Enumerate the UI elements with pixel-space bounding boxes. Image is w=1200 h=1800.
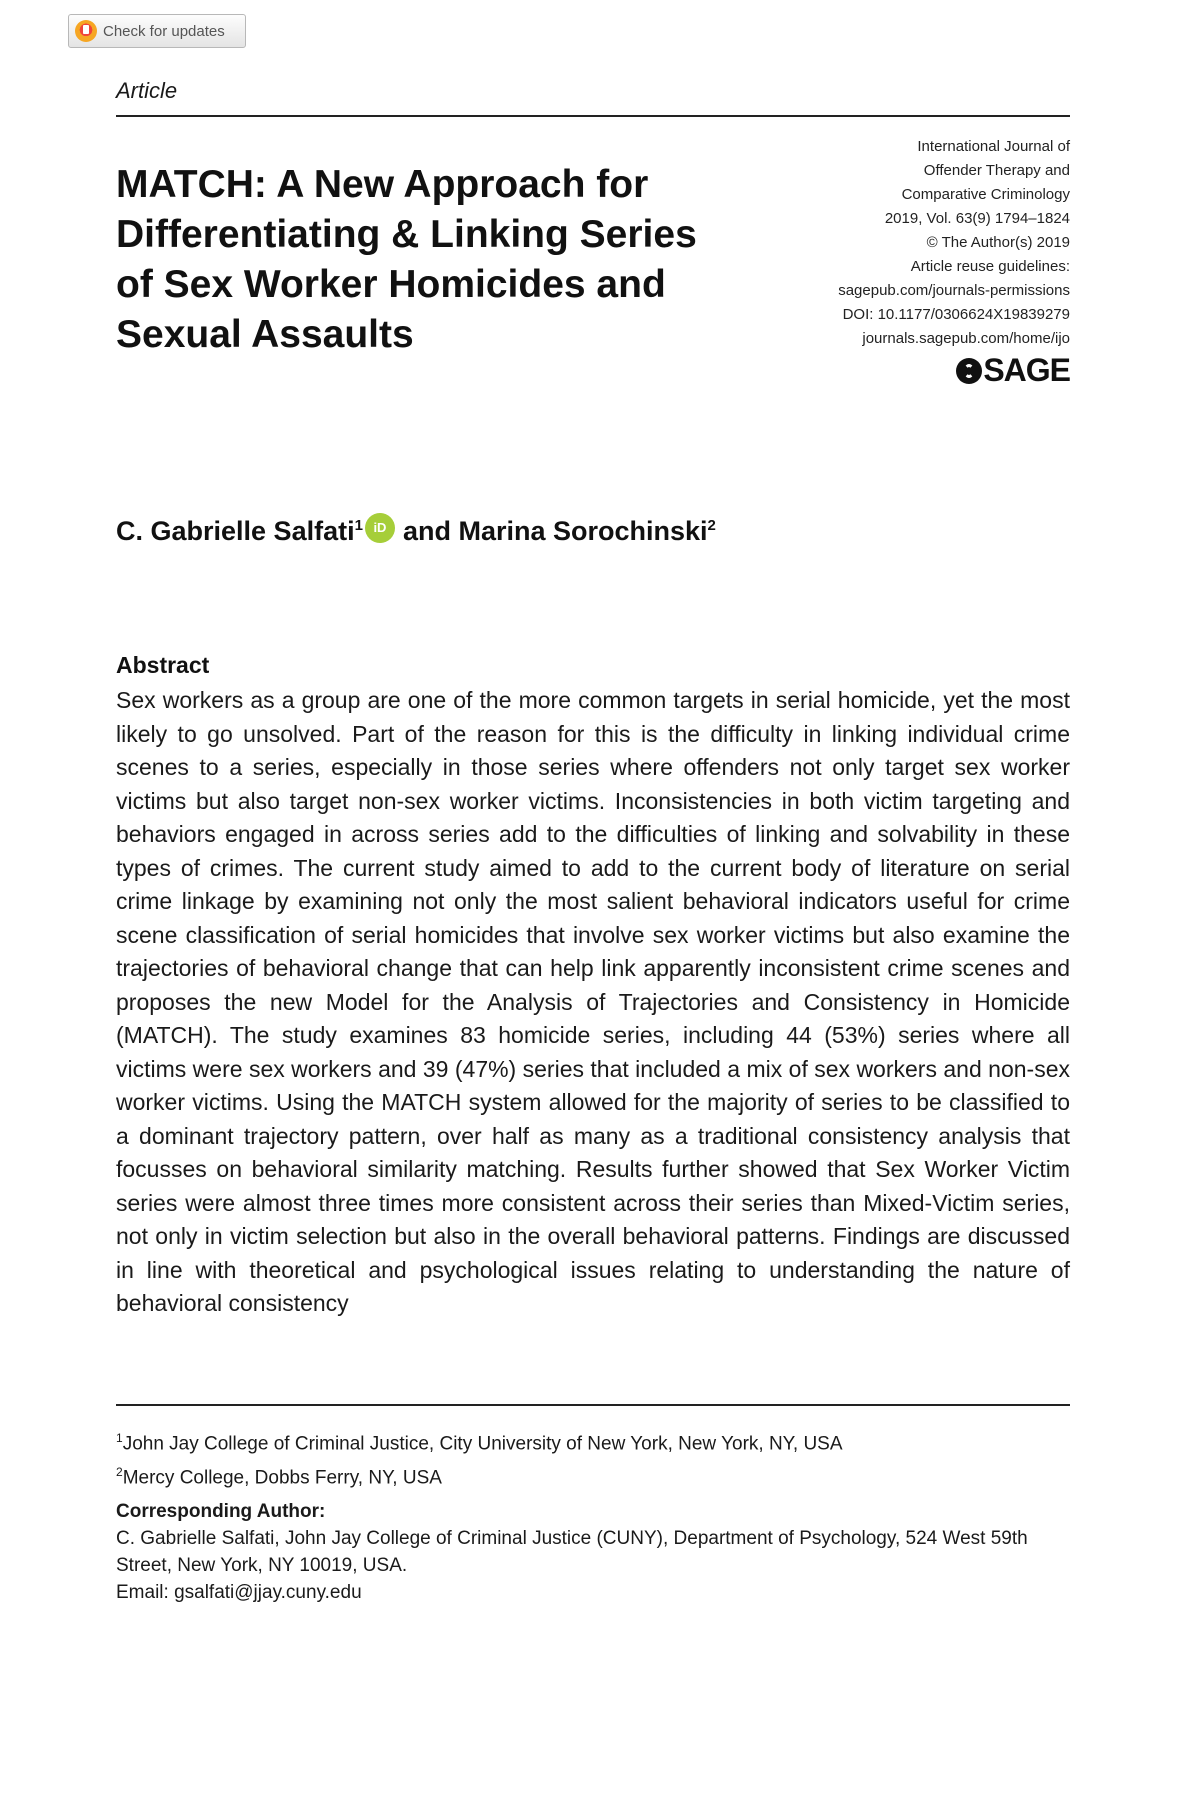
journal-info — [770, 135, 1070, 351]
check-for-updates-button[interactable] — [68, 14, 246, 48]
journal-name-line-2: Offender Therapy and — [923, 162, 1070, 179]
corresponding-author-address: C. Gabrielle Salfati, John Jay College of Criminal Justice (CUNY), Department of Psychology, 524 West 59th Street, New York, NY 10019, USA. — [116, 1528, 1028, 1576]
journal-name-line-1: International Journal of — [917, 138, 1070, 155]
article-title: MATCH: A New Approach for Differentiating & Linking Series of Sex Worker Homicides and Sexual Assaults — [116, 163, 697, 356]
permissions-link[interactable]: sagepub.com/journals-permissions — [838, 282, 1070, 299]
sage-mark-icon — [956, 358, 982, 384]
abstract-heading: Abstract — [116, 652, 210, 678]
article-type-label: Article — [116, 78, 178, 103]
affiliation-1-text: John Jay College of Criminal Justice, City University of New York, New York, NY, USA — [122, 1433, 843, 1455]
corresponding-author — [116, 1498, 1070, 1606]
sage-logo-text: SAGE — [983, 352, 1070, 388]
doi-link[interactable]: DOI: 10.1177/0306624X19839279 — [842, 306, 1070, 323]
affiliation-2-mark: 2 — [116, 1465, 123, 1480]
abstract-text: Sex workers as a group are one of the more common targets in serial homicide, yet the most likely to go unsolved. Part of the reason for this is the difficulty in linking individual crime scenes to a series, especially in those series where offenders not only target sex worker victims but also target non-sex worker victims. Inconsistencies in both victim targeting and behaviors engaged in across series add to the difficulties of linking and solvability in these types of crimes. The current study aimed to add to the current body of literature on serial crime linkage by examining not only the most salient behavioral indicators useful for crime scene classification of serial homicides that involve sex worker victims but also examine the trajectories of behavioral change that can help link apparently inconsistent crime scenes and proposes the new Model for the Analysis of Trajectories and Consistency in Homicide (MATCH). The study examines 83 homicide series, including 44 (53%) series where all victims were sex workers and 39 (47%) series that included a mix of sex workers and non-sex worker victims. Using the MATCH system allowed for the majority of series to be classified to a dominant trajectory pattern, over half as many as a traditional consistency analysis that focusses on behavioral similarity matching. Results further showed that Sex Worker Victim series were almost three times more consistent across their series than Mixed-Victim series, not only in victim selection but also in the overall behavioral patterns. Findings are discussed in line with theoretical and psychological issues relating to understanding the nature of behavioral consistency — [116, 687, 1070, 1316]
affiliation-1-mark: 1 — [116, 1431, 123, 1445]
corresponding-author-heading: Corresponding Author: — [116, 1501, 326, 1522]
journal-home-link[interactable]: journals.sagepub.com/home/ijo — [862, 330, 1070, 347]
author-1-affiliation-mark: 1 — [354, 517, 363, 534]
sage-logo — [956, 352, 1070, 389]
header-divider — [116, 115, 1070, 117]
affiliation-2-text: Mercy College, Dobbs Ferry, NY, USA — [122, 1467, 442, 1489]
author-2-affiliation-mark: 2 — [707, 517, 716, 534]
journal-volume: 2019, Vol. 63(9) 1794–1824 — [884, 210, 1070, 227]
journal-name-line-3: Comparative Criminology — [901, 186, 1070, 203]
author-line — [116, 513, 716, 547]
footnote-divider — [116, 1404, 1070, 1406]
affiliation-1 — [116, 1424, 1070, 1458]
copyright-line: © The Author(s) 2019 — [926, 234, 1070, 251]
affiliation-2 — [116, 1458, 1070, 1492]
author-connector: and — [402, 516, 451, 546]
corresponding-author-email[interactable]: Email: gsalfati@jjay.cuny.edu — [116, 1582, 362, 1603]
orcid-icon[interactable]: iD — [365, 513, 395, 543]
affiliations — [116, 1424, 1070, 1493]
author-1-name: C. Gabrielle Salfati — [116, 516, 355, 546]
crossmark-icon — [75, 20, 97, 42]
author-2-name: Marina Sorochinski — [458, 516, 708, 546]
reuse-guidelines-label: Article reuse guidelines: — [910, 258, 1070, 275]
check-for-updates-label: Check for updates — [103, 22, 225, 40]
